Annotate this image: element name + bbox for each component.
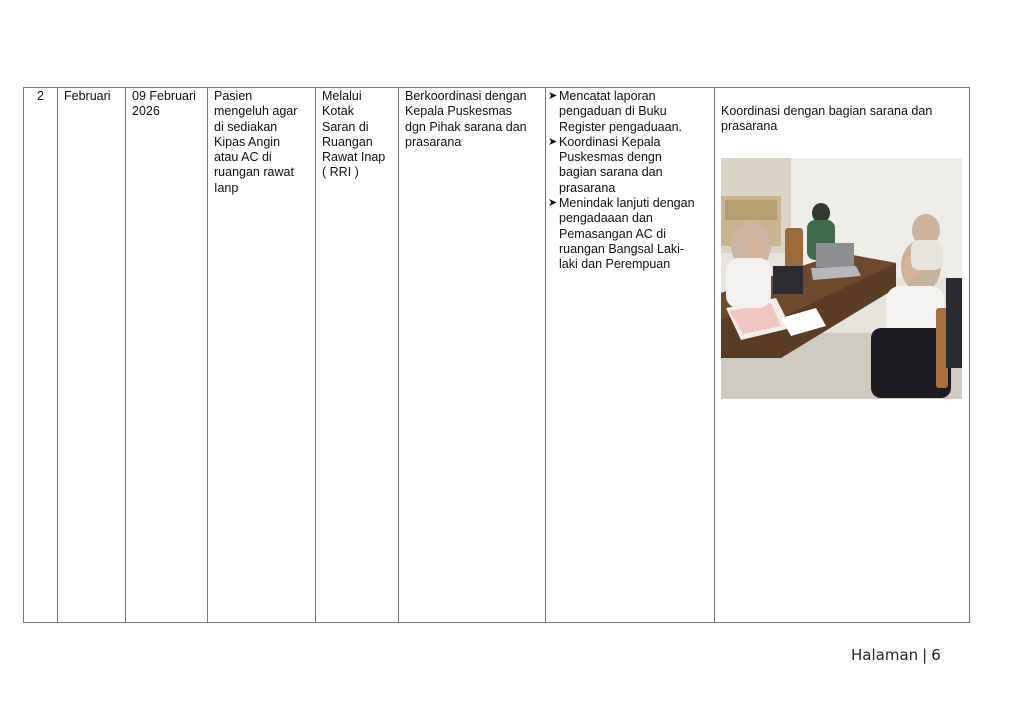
- date-line: 2026: [132, 104, 160, 119]
- action-line: pengaduan di Buku: [559, 104, 667, 119]
- coordination-line: dgn Pihak sarana dan: [405, 119, 527, 134]
- complaint-line: Ianp: [214, 180, 239, 195]
- complaint-line: Pasien: [214, 89, 253, 103]
- actions-list: [548, 89, 708, 273]
- followup-line: Koordinasi dengan bagian sarana dan: [721, 104, 933, 118]
- meeting-photo: [721, 158, 962, 399]
- action-line: pengadaaan dan: [559, 211, 653, 226]
- action-line: ruangan Bangsal Laki-: [559, 241, 685, 256]
- coordination-cell: [399, 88, 546, 623]
- channel-line: Rawat Inap: [322, 150, 386, 165]
- row-number: 2: [37, 89, 44, 103]
- action-line: bagian sarana dan: [559, 165, 663, 180]
- action-line: Koordinasi Kepala: [559, 134, 661, 149]
- date-line: 09 Februari: [132, 89, 196, 103]
- action-line: Menindak lanjuti dengan: [559, 196, 695, 211]
- action-line: Mencatat laporan: [559, 89, 656, 103]
- followup-line: prasarana: [721, 119, 778, 134]
- meeting-photo-illustration: [721, 158, 962, 399]
- page-number: 6: [931, 646, 941, 664]
- complaint-line: di sediakan: [214, 119, 278, 134]
- coordination-line: Berkoordinasi dengan: [405, 89, 527, 103]
- action-line: prasarana: [559, 180, 616, 195]
- date-cell: [126, 88, 208, 623]
- complaint-line: atau AC di: [214, 150, 272, 165]
- arrow-bullet-icon: ➤: [548, 135, 558, 148]
- coordination-line: prasarana: [405, 134, 462, 149]
- action-item: [548, 89, 708, 135]
- action-line: Puskesmas dengn: [559, 150, 662, 165]
- arrow-bullet-icon: ➤: [548, 197, 558, 210]
- action-item: [548, 196, 708, 272]
- complaint-line: ruangan rawat: [214, 165, 294, 180]
- month-text: Februari: [64, 89, 111, 103]
- table-row: [24, 88, 970, 623]
- page-separator: |: [922, 646, 928, 664]
- channel-line: Melalui: [322, 89, 362, 103]
- action-line: laki dan Perempuan: [559, 257, 671, 272]
- arrow-bullet-icon: ➤: [548, 90, 558, 102]
- complaint-cell: [208, 88, 316, 623]
- page-footer: [851, 646, 941, 664]
- coordination-line: Kepala Puskesmas: [405, 104, 513, 119]
- channel-line: Kotak: [322, 104, 354, 119]
- complaint-line: mengeluh agar: [214, 104, 298, 119]
- channel-line: ( RRI ): [322, 165, 359, 180]
- channel-line: Ruangan: [322, 134, 373, 149]
- complaint-report-table: [23, 87, 970, 623]
- channel-cell: [316, 88, 399, 623]
- action-line: Register pengaduaan.: [559, 119, 683, 134]
- row-number-cell: [24, 88, 58, 623]
- followup-text: [721, 104, 963, 135]
- action-item: [548, 135, 708, 196]
- actions-cell: [546, 88, 715, 623]
- complaint-line: Kipas Angin: [214, 134, 281, 149]
- followup-cell: [715, 88, 970, 623]
- month-cell: [58, 88, 126, 623]
- channel-line: Saran di: [322, 119, 369, 134]
- page-label: Halaman: [851, 646, 919, 664]
- action-line: Pemasangan AC di: [559, 226, 667, 241]
